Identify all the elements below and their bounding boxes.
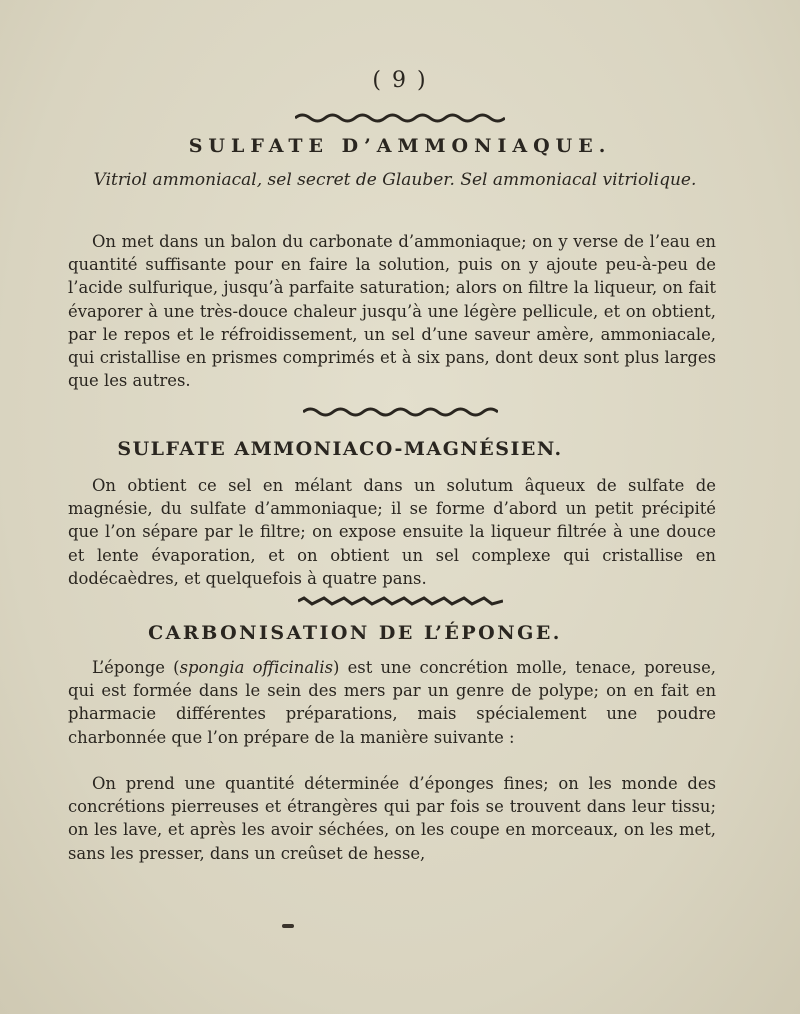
paragraph-eponge-preparation: On prend une quantité déterminée d’éponges fines; on les monde des concrétions pierreuses et étrangères qui par fois se trouvent dans leur tissu; on les lave, et après les avoir séchées, on les coupe en morceaux, on les met, sans les presser, dans un creûset de hesse, — [68, 774, 716, 863]
synonyms-text: Vitriol ammoniacal, sel secret de Glauber. Sel ammoniacal vitriolique. — [93, 170, 697, 190]
section-title-carbonisation-eponge: CARBONISATION DE L’ÉPONGE. — [148, 622, 562, 644]
signature-mark — [282, 924, 294, 928]
eponge-text-rest: ) est une concrétion molle, tenace, poreuse, qui est formée dans le sein des mers par un genre de polype; on en fait en pharmacie différentes préparations, mais spécialement une poudre charbonnée que l’on prépare de la manière suivante : — [68, 658, 716, 747]
ornament-divider-1 — [0, 112, 800, 124]
paragraph-eponge-description — [68, 656, 716, 749]
ornament-divider-3 — [0, 596, 800, 606]
section-title-sulfate-ammoniaco-magnesien: SULFATE AMMONIACO-MAGNÉSIEN. — [117, 438, 563, 460]
latin-name: spongia officinalis — [179, 658, 333, 677]
section-title-sulfate-ammoniaque: SULFATE D’AMMONIAQUE. — [188, 135, 612, 157]
ornament-divider-2 — [0, 406, 800, 418]
paragraph-sulfate-ammoniaco-magnesien: On obtient ce sel en mélant dans un solutum âqueux de sulfate de magnésie, du sulfate d’ammoniaque; il se forme d’abord un petit précipité que l’on sépare par le filtre; on expose ensuite la liqueur filtrée à une douce et lente évaporation, et on obtient un sel complexe qui cristallise en dodécaèdres, et quelquefois à quatre pans. — [68, 476, 716, 588]
page-number: ( 9 ) — [372, 68, 428, 93]
eponge-text-start: L’éponge ( — [92, 658, 180, 677]
paragraph-sulfate-ammoniaque: On met dans un balon du carbonate d’ammoniaque; on y verse de l’eau en quantité suffisante pour en faire la solution, puis on y ajoute peu-à-peu de l’acide sulfurique, jusqu’à parfaite saturation; alors on filtre la liqueur, on fait évaporer à une très-douce chaleur jusqu’à une légère pellicule, et on obtient, par le repos et le réfroidissement, un sel d’une saveur amère, ammoniacale, qui cristallise en prismes comprimés et à six pans, dont deux sont plus larges que les autres. — [68, 232, 716, 391]
